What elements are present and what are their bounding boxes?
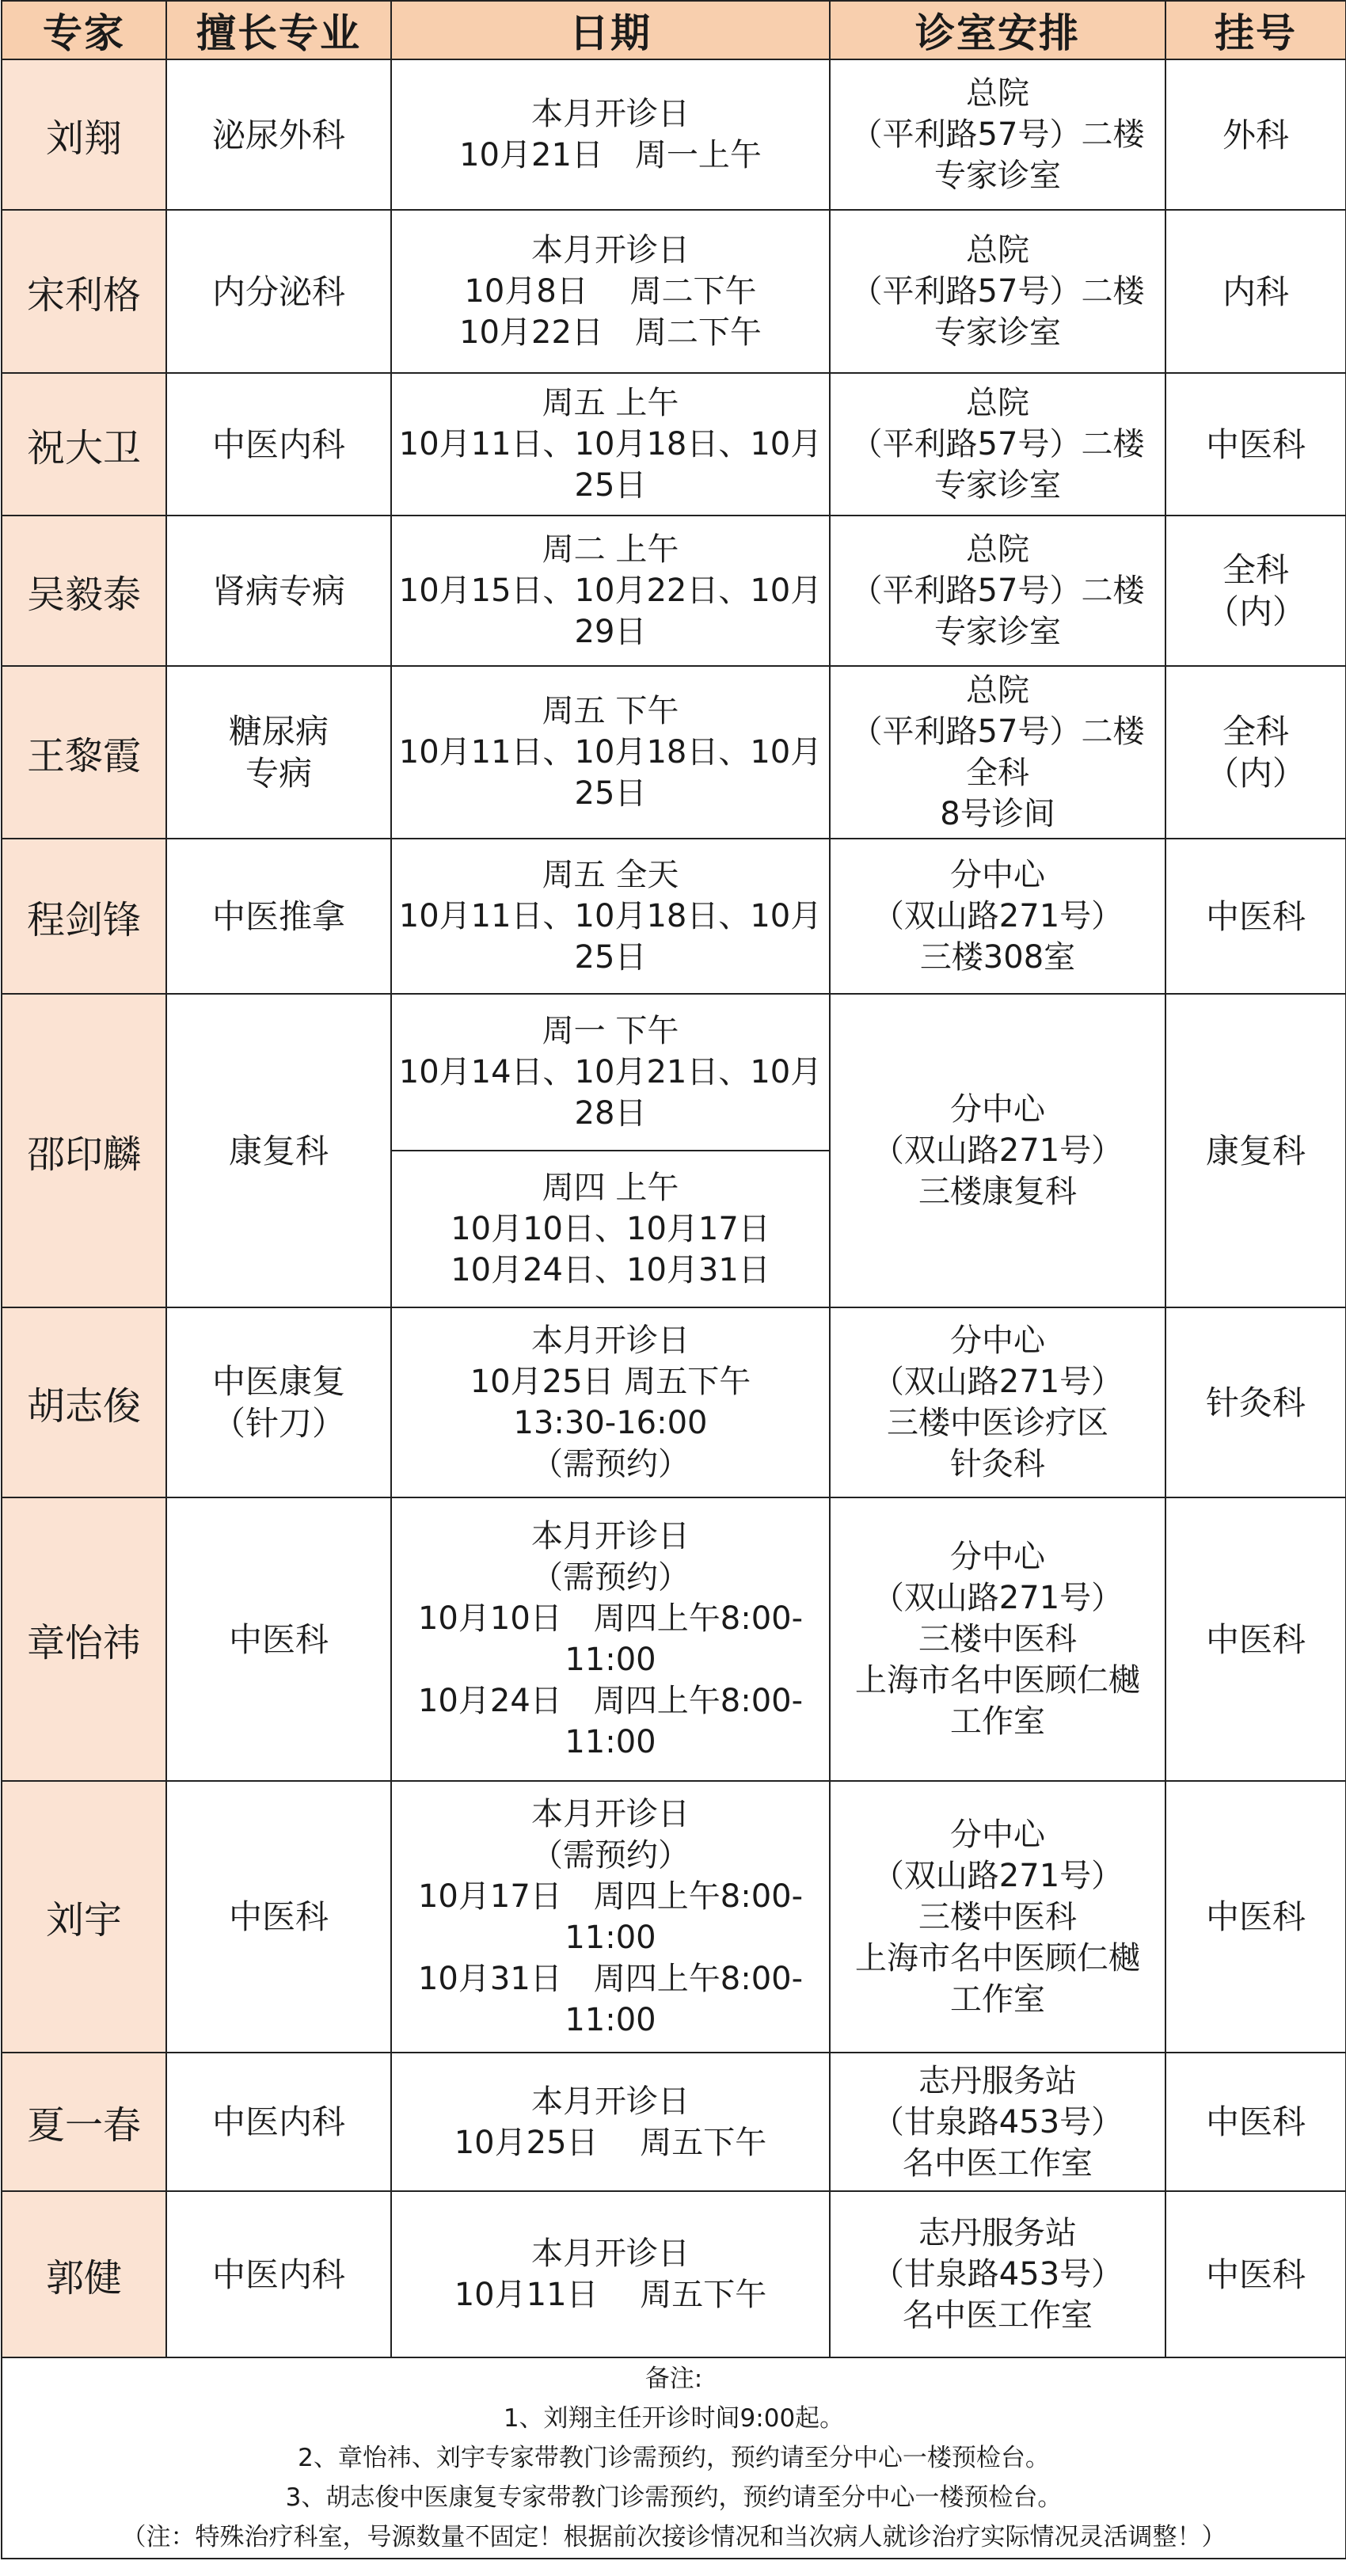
specialty [166, 373, 391, 516]
clinic-room-line: 三楼中医科 [918, 1898, 1077, 1935]
clinic-room [830, 2191, 1165, 2357]
clinic-date-line: 28日 [574, 1095, 647, 1132]
registration-dept [1165, 2053, 1346, 2191]
clinic-room-line: 总院 [966, 531, 1029, 568]
notes-row [2, 2357, 1346, 2559]
clinic-room-line: 8号诊间 [940, 796, 1055, 832]
header-expert: 专家 [2, 1, 166, 59]
clinic-date-line: 10月11日 周五下午 [454, 2277, 767, 2313]
specialty-line: （针刀） [211, 1404, 345, 1443]
header-specialty: 擅长专业 [166, 1, 391, 59]
registration-dept-line: 中医科 [1205, 2254, 1306, 2294]
clinic-date-line: 本月开诊日 [531, 96, 690, 132]
clinic-room-line: （双山路271号） [872, 1580, 1124, 1616]
schedule-row [2, 59, 1346, 210]
clinic-date-line: 10月25日 周五下午 [454, 2124, 767, 2161]
clinic-room-line: （平利路57号）二楼 [850, 273, 1145, 310]
clinic-room-line: 工作室 [950, 1981, 1045, 2018]
clinic-date [391, 666, 830, 839]
clinic-date [391, 59, 830, 210]
clinic-date-line: 10月24日 周四上午8:00- [417, 1683, 804, 1719]
expert-name: 刘翔 [2, 59, 166, 210]
clinic-room-line: （平利路57号）二楼 [850, 426, 1145, 462]
clinic-date-line: 11:00 [565, 1642, 656, 1678]
specialty [166, 2191, 391, 2357]
clinic-date-line: 29日 [574, 614, 647, 650]
clinic-date-line: （需预约） [531, 1446, 690, 1482]
registration-dept [1165, 59, 1346, 210]
registration-dept-line: 外科 [1222, 115, 1289, 154]
clinic-room-line: 专家诊室 [934, 158, 1061, 194]
schedule-row [2, 1307, 1346, 1497]
schedule-row [2, 839, 1346, 994]
clinic-date [391, 2191, 830, 2357]
clinic-room-line: 专家诊室 [934, 314, 1061, 351]
clinic-date [391, 210, 830, 373]
specialty [166, 210, 391, 373]
header-row [2, 1, 1346, 59]
notes-cell [2, 2357, 1346, 2559]
clinic-room [830, 839, 1165, 994]
specialty [166, 59, 391, 210]
registration-dept-line: （内） [1205, 592, 1306, 631]
clinic-room-line: 专家诊室 [934, 467, 1061, 504]
clinic-date-line: 周一 下午 [542, 1013, 679, 1049]
clinic-room [830, 1781, 1165, 2053]
clinic-date [391, 1781, 830, 2053]
specialty [166, 2053, 391, 2191]
registration-dept-line: （内） [1205, 754, 1306, 793]
expert-name: 王黎霞 [2, 666, 166, 839]
specialty-line: 专病 [245, 754, 312, 793]
clinic-date-line: 10月8日 周二下午 [464, 273, 757, 310]
clinic-date-line: 11:00 [565, 1919, 656, 1956]
clinic-room-line: （甘泉路453号） [872, 2256, 1124, 2293]
specialty-line: 中医内科 [211, 2254, 345, 2294]
clinic-date-line: 周五 上午 [542, 385, 679, 421]
registration-dept [1165, 373, 1346, 516]
clinic-room-line: 分中心 [950, 857, 1045, 893]
clinic-date [391, 1307, 830, 1497]
registration-dept-line: 全科 [1222, 712, 1289, 751]
clinic-room-line: 分中心 [950, 1816, 1045, 1853]
clinic-date-line: 周四 上午 [542, 1170, 679, 1206]
clinic-room-line: 总院 [966, 232, 1029, 268]
registration-dept-line: 中医科 [1205, 2102, 1306, 2141]
clinic-room-line: 名中医工作室 [903, 2297, 1093, 2334]
clinic-date [391, 1151, 830, 1307]
clinic-room [830, 1307, 1165, 1497]
registration-dept [1165, 994, 1346, 1307]
clinic-room [830, 1497, 1165, 1781]
note-item: 1、刘翔主任开诊时间9:00起。 [503, 2404, 845, 2433]
registration-dept-line: 针灸科 [1205, 1383, 1306, 1422]
schedule-row [2, 1781, 1346, 2053]
clinic-room-line: 上海市名中医顾仁樾 [855, 1662, 1140, 1699]
clinic-room-line: 分中心 [950, 1539, 1045, 1575]
clinic-date-line: 10月17日 周四上午8:00- [417, 1878, 804, 1915]
clinic-room-line: 名中医工作室 [903, 2144, 1093, 2182]
clinic-room-line: 志丹服务站 [918, 2062, 1077, 2099]
clinic-room [830, 2053, 1165, 2191]
clinic-date-line: 本月开诊日 [531, 232, 690, 268]
specialty [166, 666, 391, 839]
header-room: 诊室安排 [830, 1, 1165, 59]
clinic-date-line: 周五 下午 [542, 693, 679, 729]
clinic-date-line: 25日 [574, 939, 647, 976]
clinic-date-line: 10月25日 周五下午 [470, 1364, 751, 1400]
expert-name: 吴毅泰 [2, 516, 166, 666]
clinic-room-line: 三楼中医诊疗区 [887, 1405, 1108, 1441]
specialty-line: 肾病专病 [211, 571, 345, 611]
clinic-date-line: 10月31日 周四上午8:00- [417, 1960, 804, 1997]
clinic-room-line: （双山路271号） [872, 898, 1124, 934]
note-item: 2、章怡祎、刘宇专家带教门诊需预约，预约请至分中心一楼预检台。 [298, 2444, 1050, 2472]
clinic-date-line: 周五 全天 [542, 857, 679, 893]
expert-name: 程剑锋 [2, 839, 166, 994]
schedule-row [2, 2191, 1346, 2357]
clinic-room-line: 三楼308室 [919, 939, 1076, 976]
expert-name: 夏一春 [2, 2053, 166, 2191]
specialty-line: 内分泌科 [211, 272, 345, 311]
registration-dept [1165, 516, 1346, 666]
registration-dept-line: 中医科 [1205, 424, 1306, 464]
clinic-room-line: （平利路57号）二楼 [850, 713, 1145, 750]
schedule-row [2, 373, 1346, 516]
clinic-date-line: 10月11日、10月18日、10月 [398, 898, 823, 934]
registration-dept [1165, 666, 1346, 839]
clinic-date-line: 10月22日 周二下午 [459, 314, 762, 351]
clinic-room-line: 三楼康复科 [918, 1174, 1077, 1210]
registration-dept-line: 中医科 [1205, 1619, 1306, 1659]
clinic-room-line: （双山路271号） [872, 1132, 1124, 1169]
clinic-date-line: 本月开诊日 [531, 2083, 690, 2120]
registration-dept [1165, 1497, 1346, 1781]
header-date: 日期 [391, 1, 830, 59]
clinic-room-line: （双山路271号） [872, 1364, 1124, 1400]
specialty-line: 中医内科 [211, 424, 345, 464]
clinic-date [391, 516, 830, 666]
expert-name: 郭健 [2, 2191, 166, 2357]
registration-dept-line: 康复科 [1205, 1131, 1306, 1170]
note-item: 3、胡志俊中医康复专家带教门诊需预约，预约请至分中心一楼预检台。 [285, 2483, 1063, 2512]
clinic-date [391, 839, 830, 994]
schedule-row [2, 666, 1346, 839]
specialty [166, 994, 391, 1307]
registration-dept [1165, 1307, 1346, 1497]
clinic-date-line: 10月24日、10月31日 [451, 1252, 770, 1288]
clinic-date-line: 周二 上午 [542, 531, 679, 568]
expert-name: 宋利格 [2, 210, 166, 373]
clinic-room [830, 994, 1165, 1307]
clinic-room-line: （平利路57号）二楼 [850, 116, 1145, 153]
clinic-room [830, 210, 1165, 373]
clinic-date-line: 10月15日、10月22日、10月 [398, 573, 823, 609]
specialty [166, 839, 391, 994]
clinic-date-line: 本月开诊日 [531, 1795, 690, 1832]
clinic-room-line: 上海市名中医顾仁樾 [855, 1939, 1140, 1977]
registration-dept-line: 中医科 [1205, 1897, 1306, 1936]
specialty-line: 康复科 [228, 1131, 329, 1170]
registration-dept-line: 内科 [1222, 272, 1289, 311]
clinic-date [391, 2053, 830, 2191]
clinic-date-line: 25日 [574, 467, 647, 504]
specialty-line: 中医科 [228, 1619, 329, 1659]
specialty-line: 泌尿外科 [211, 115, 345, 154]
specialty-line: 糖尿病 [228, 712, 329, 751]
clinic-date-line: 本月开诊日 [531, 1322, 690, 1359]
expert-name: 祝大卫 [2, 373, 166, 516]
clinic-room-line: 专家诊室 [934, 614, 1061, 650]
specialty-line: 中医康复 [211, 1362, 345, 1401]
registration-dept [1165, 839, 1346, 994]
clinic-date-line: （需预约） [531, 1559, 690, 1596]
schedule-row [2, 2053, 1346, 2191]
schedule-row [2, 516, 1346, 666]
clinic-room-line: 志丹服务站 [918, 2215, 1077, 2251]
expert-name: 胡志俊 [2, 1307, 166, 1497]
clinic-date-line: 10月21日 周一上午 [459, 137, 762, 173]
clinic-room [830, 666, 1165, 839]
clinic-date-line: 11:00 [565, 2001, 656, 2038]
specialty [166, 516, 391, 666]
specialty-line: 中医推拿 [211, 896, 345, 936]
clinic-date [391, 1497, 830, 1781]
expert-name: 邵印麟 [2, 994, 166, 1307]
schedule-row [2, 994, 1346, 1151]
specialty [166, 1781, 391, 2053]
note-remark: （注：特殊治疗科室，号源数量不固定！根据前次接诊情况和当次病人就诊治疗实际情况灵活调整！） [121, 2523, 1226, 2551]
clinic-date [391, 373, 830, 516]
clinic-room-line: （甘泉路453号） [872, 2103, 1124, 2140]
specialty-line: 中医科 [228, 1897, 329, 1936]
registration-dept [1165, 1781, 1346, 2053]
clinic-date-line: 10月10日、10月17日 [451, 1211, 770, 1247]
registration-dept [1165, 2191, 1346, 2357]
schedule-body [2, 59, 1346, 2357]
clinic-date-line: 10月14日、10月21日、10月 [398, 1054, 823, 1090]
clinic-room-line: 总院 [966, 672, 1029, 709]
registration-dept [1165, 210, 1346, 373]
clinic-date-line: 13:30-16:00 [513, 1405, 708, 1441]
clinic-date-line: 本月开诊日 [531, 2235, 690, 2272]
clinic-date-line: 25日 [574, 775, 647, 812]
notes-heading: 备注: [644, 2365, 703, 2393]
specialty [166, 1307, 391, 1497]
clinic-room-line: 分中心 [950, 1322, 1045, 1359]
clinic-date-line: 10月11日、10月18日、10月 [398, 734, 823, 771]
clinic-room [830, 373, 1165, 516]
clinic-date-line: （需预约） [531, 1836, 690, 1874]
clinic-room-line: 三楼中医科 [918, 1621, 1077, 1657]
clinic-date-line: 11:00 [565, 1724, 656, 1760]
clinic-date-line: 本月开诊日 [531, 1518, 690, 1554]
registration-dept-line: 中医科 [1205, 896, 1306, 936]
specialty-line: 中医内科 [211, 2102, 345, 2141]
clinic-room-line: （平利路57号）二楼 [850, 573, 1145, 609]
clinic-room-line: 针灸科 [950, 1446, 1045, 1482]
clinic-room-line: 总院 [966, 75, 1029, 112]
schedule-row [2, 210, 1346, 373]
schedule-row [2, 1497, 1346, 1781]
header-registration: 挂号 [1165, 1, 1346, 59]
clinic-date-line: 10月11日、10月18日、10月 [398, 426, 823, 462]
clinic-room [830, 516, 1165, 666]
specialty [166, 1497, 391, 1781]
clinic-date-line: 10月10日 周四上午8:00- [417, 1600, 804, 1637]
expert-name: 刘宇 [2, 1781, 166, 2053]
clinic-room-line: 分中心 [950, 1091, 1045, 1128]
clinic-room-line: （双山路271号） [872, 1857, 1124, 1894]
clinic-room [830, 59, 1165, 210]
expert-schedule-table [1, 0, 1346, 2559]
clinic-date [391, 994, 830, 1151]
expert-name: 章怡祎 [2, 1497, 166, 1781]
clinic-room-line: 工作室 [950, 1703, 1045, 1740]
clinic-room-line: 总院 [966, 385, 1029, 421]
clinic-room-line: 全科 [966, 755, 1029, 791]
registration-dept-line: 全科 [1222, 550, 1289, 589]
